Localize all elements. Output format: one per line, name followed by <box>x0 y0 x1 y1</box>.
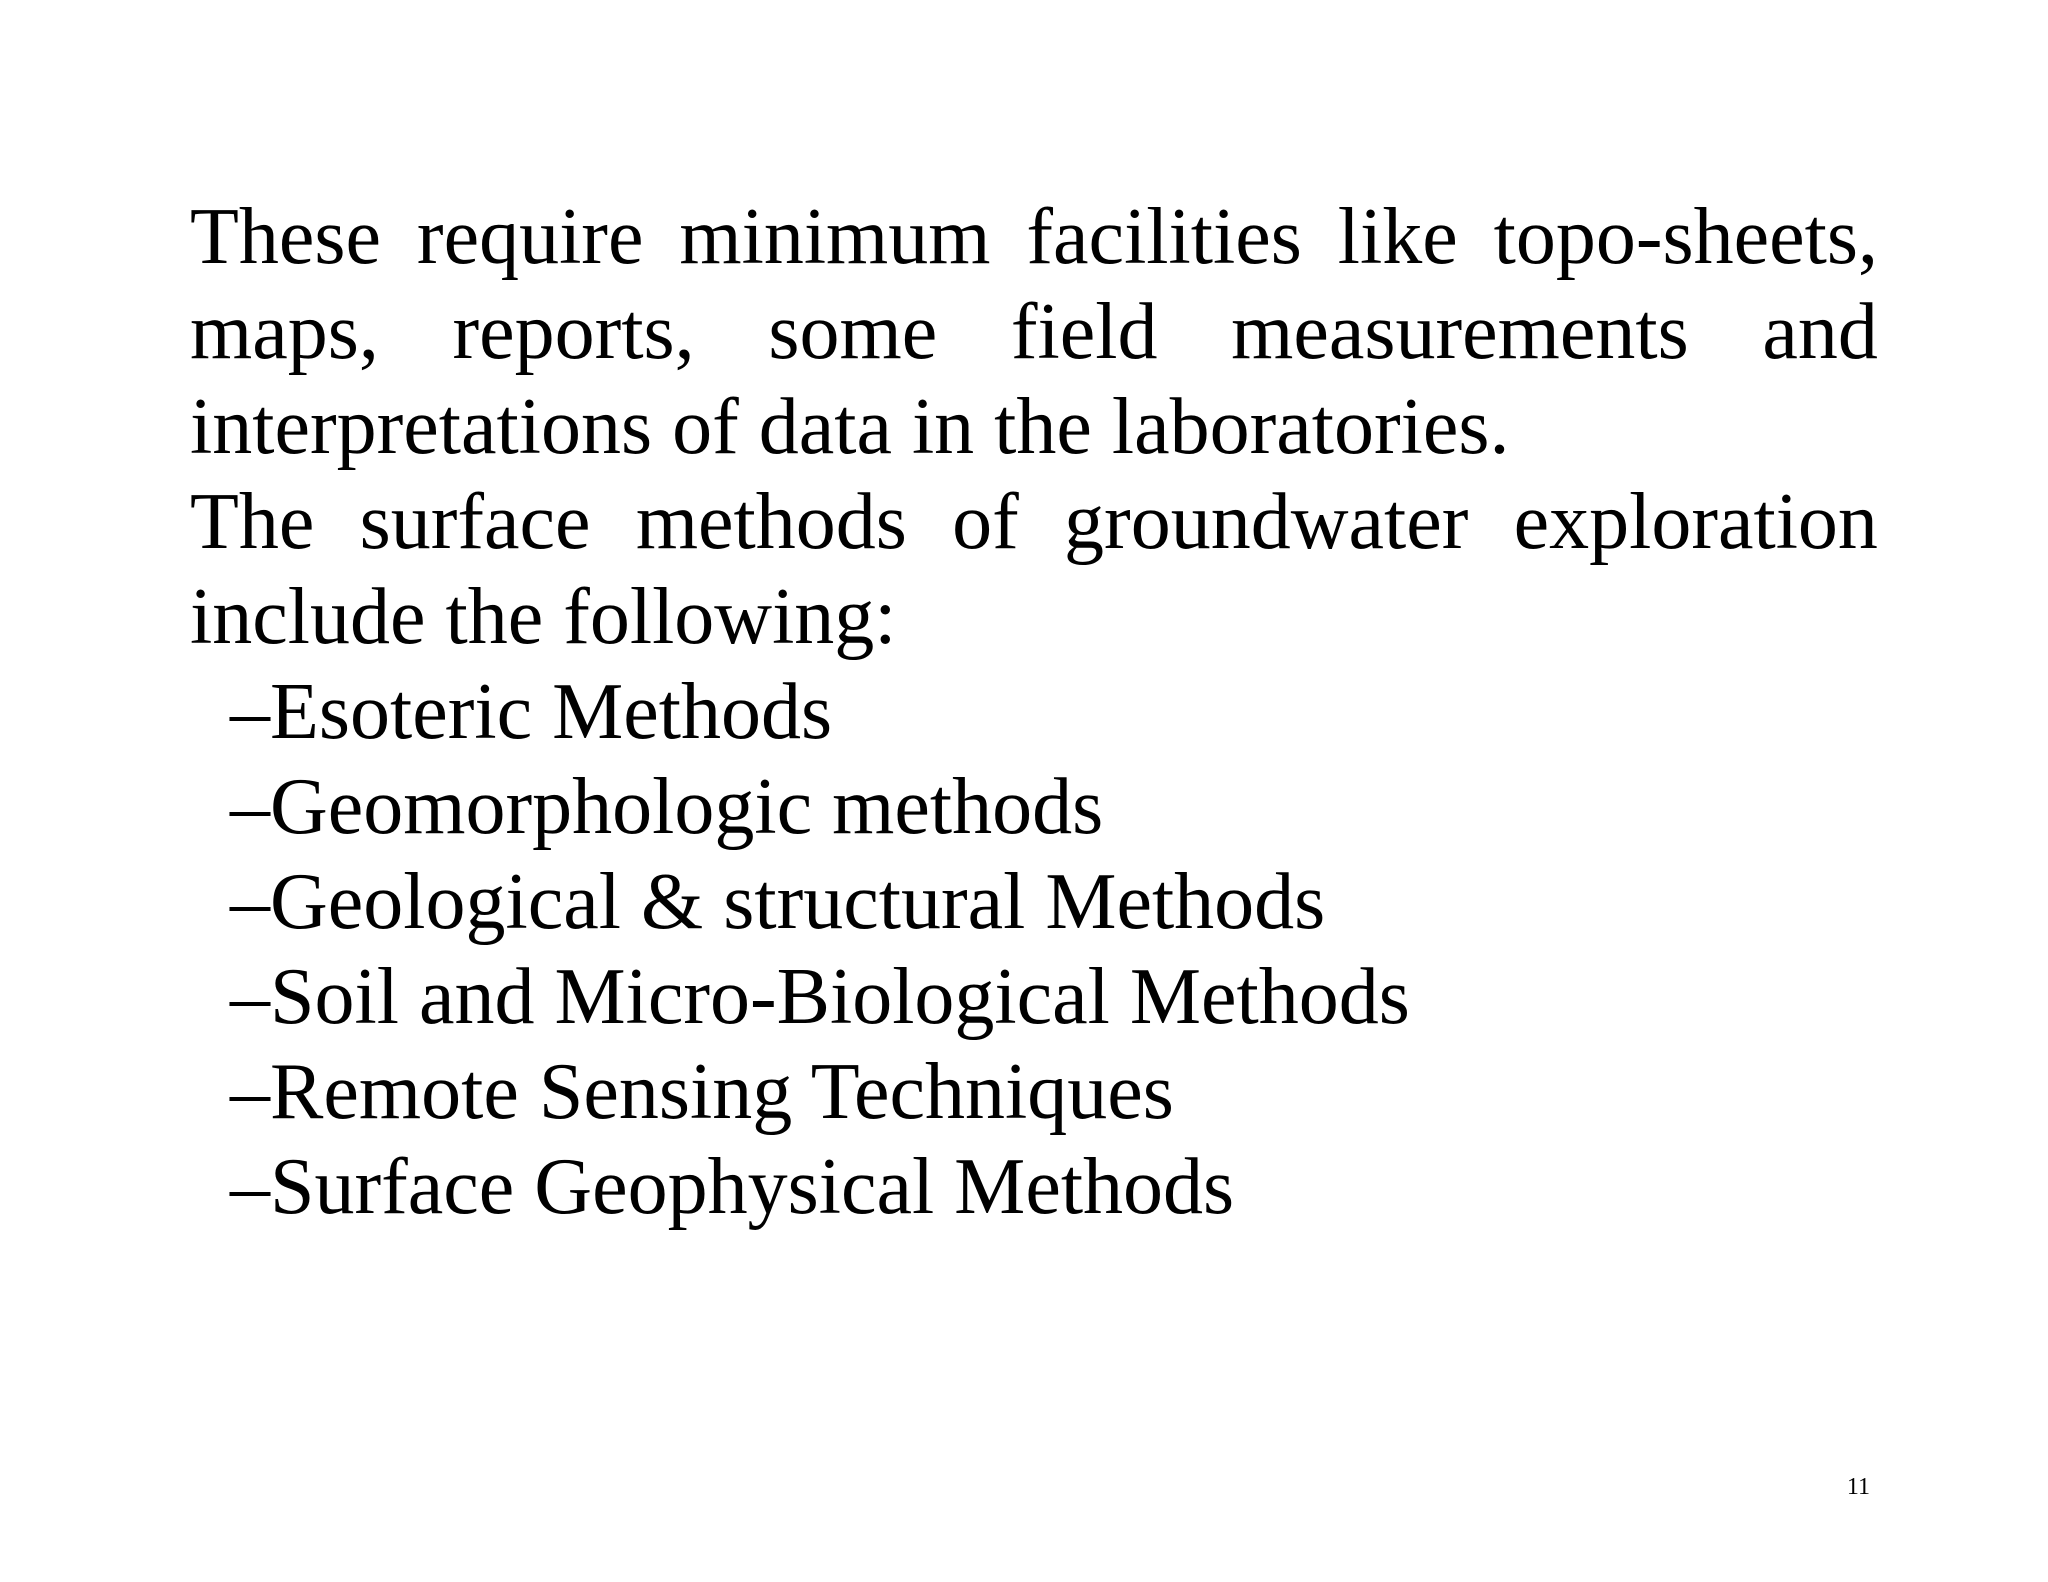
list-dash: – <box>230 1143 270 1231</box>
word: groundwater <box>1064 478 1469 566</box>
list-item-text: Soil and Micro-Biological Methods <box>270 953 1410 1041</box>
word: topo-sheets, <box>1493 193 1878 281</box>
word: surface <box>359 478 591 566</box>
word: of <box>952 478 1019 566</box>
methods-intro-paragraph <box>190 475 1878 665</box>
word: facilities <box>1026 193 1302 281</box>
list-item <box>230 760 1878 855</box>
list-item <box>230 1140 1878 1235</box>
intro-paragraph <box>190 190 1878 475</box>
word: measurements <box>1231 288 1689 376</box>
methods-intro-line-1 <box>190 475 1878 570</box>
word: some <box>768 288 938 376</box>
word: field <box>1010 288 1158 376</box>
list-dash: – <box>230 858 270 946</box>
intro-line-2 <box>190 285 1878 380</box>
list-dash: – <box>230 668 270 756</box>
list-dash: – <box>230 953 270 1041</box>
methods-list <box>190 665 1878 1235</box>
word: maps, <box>190 288 379 376</box>
word: and <box>1762 288 1878 376</box>
list-item <box>230 950 1878 1045</box>
word: reports, <box>452 288 695 376</box>
page-number: 11 <box>1846 1474 1870 1500</box>
list-item-text: Esoteric Methods <box>270 668 833 756</box>
list-item <box>230 665 1878 760</box>
list-dash: – <box>230 763 270 851</box>
list-dash: – <box>230 1048 270 1136</box>
list-item <box>230 1045 1878 1140</box>
slide-body <box>190 190 1878 1235</box>
word: minimum <box>679 193 991 281</box>
intro-line-1 <box>190 190 1878 285</box>
word: methods <box>635 478 907 566</box>
list-item-text: Surface Geophysical Methods <box>270 1143 1235 1231</box>
word: These <box>190 193 382 281</box>
word: require <box>416 193 644 281</box>
word: like <box>1337 193 1458 281</box>
word: The <box>190 478 315 566</box>
intro-line-3: interpretations of data in the laboratories. <box>190 383 1510 471</box>
list-item <box>230 855 1878 950</box>
methods-intro-line-2: include the following: <box>190 573 897 661</box>
list-item-text: Remote Sensing Techniques <box>270 1048 1174 1136</box>
word: exploration <box>1513 478 1878 566</box>
list-item-text: Geomorphologic methods <box>270 763 1104 851</box>
list-item-text: Geological & structural Methods <box>270 858 1326 946</box>
